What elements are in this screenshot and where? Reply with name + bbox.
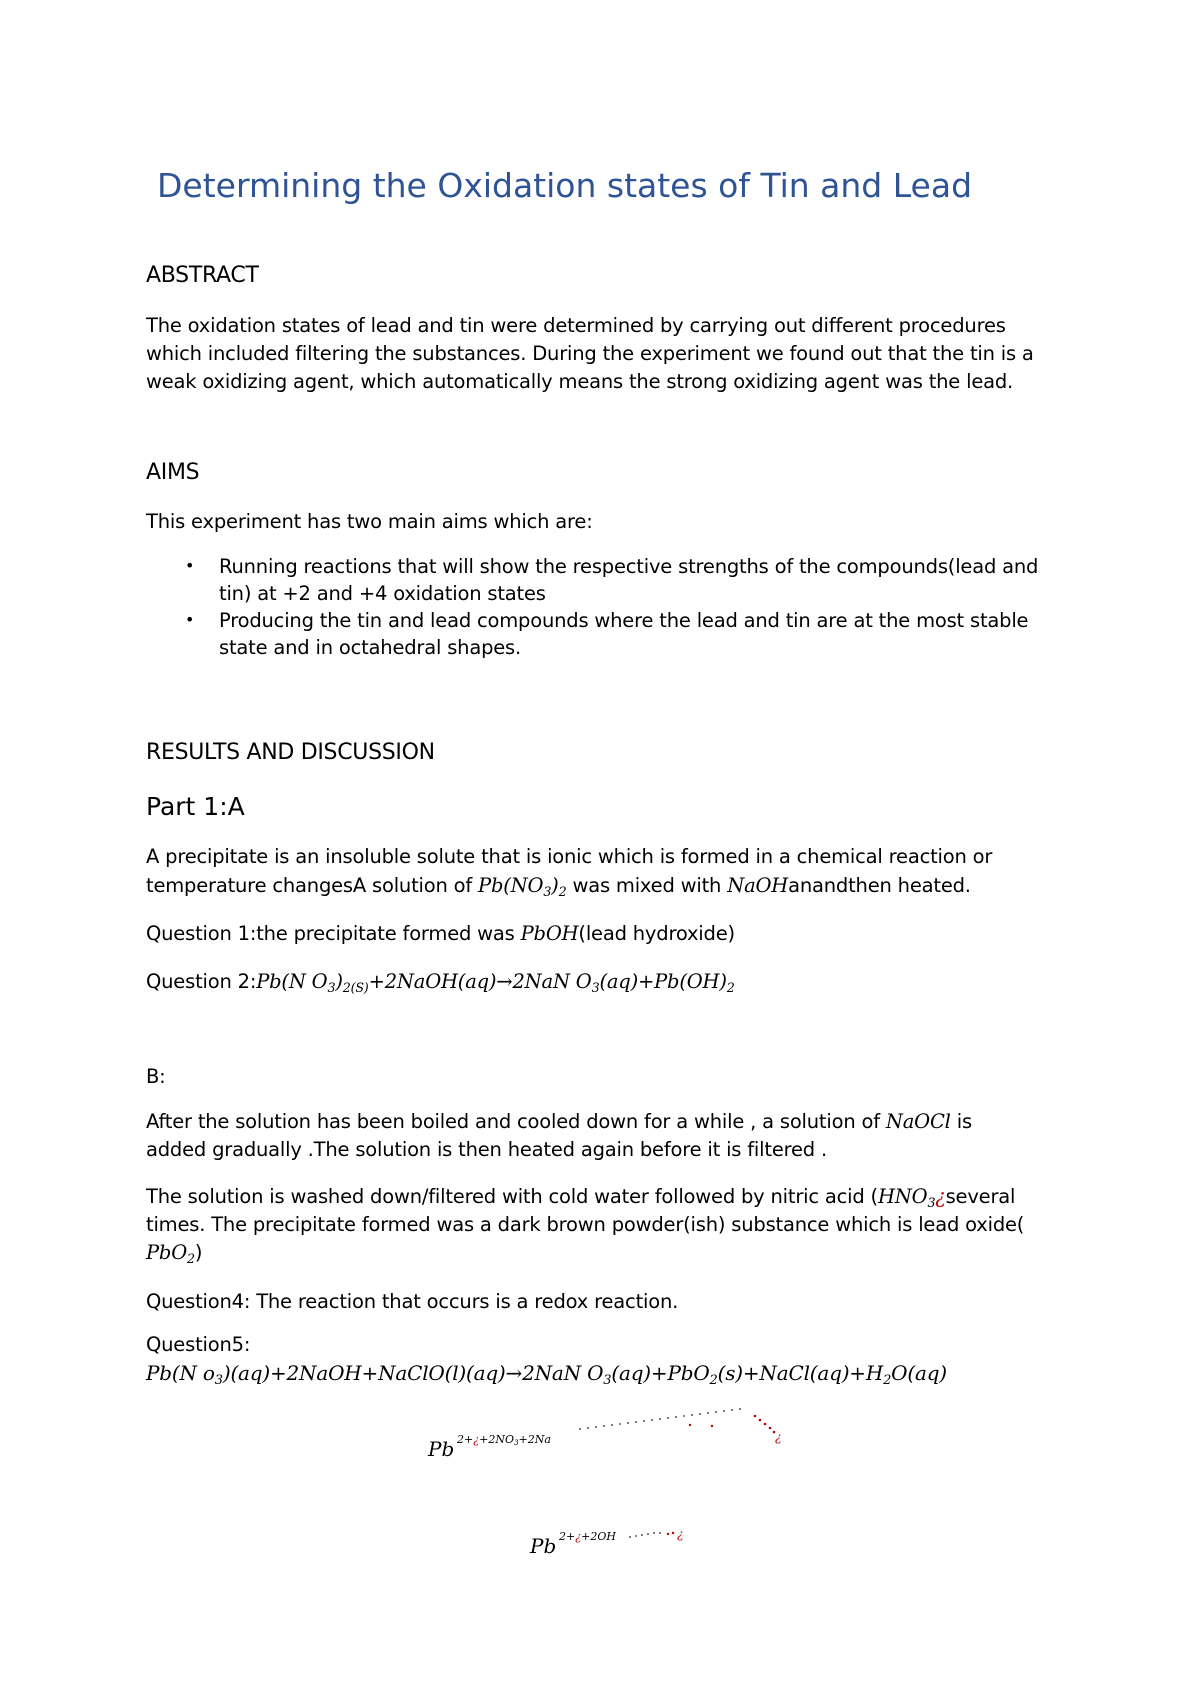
abstract-line-2: which included filtering the substances. During the experiment we found out that the tin is a [146,342,1034,365]
question-4: Question4: The reaction that occurs is a redox reaction. [146,1290,679,1313]
part-b-heading: B: [146,1065,166,1088]
bullet-marker: • [185,610,195,629]
part-b-p1-line-1: After the solution has been boiled and cooled down for a while , a solution of NaOCl is [146,1110,972,1133]
part-a-line-1: A precipitate is an insoluble solute that is ionic which is formed in a chemical reaction or [146,845,993,868]
aims-heading: AIMS [146,460,200,485]
part-b-p2-line-3: PbO$_2$) [146,1241,203,1266]
aim-1-line-1: Running reactions that will show the respective strengths of the compounds(lead and [219,555,1039,578]
formula-pboh: PbOH [520,922,579,945]
aim-2-line-1: Producing the tin and lead compounds where the lead and tin are at the most stable [219,609,1029,632]
equation-q2: Pb(N $O_3)_{2(S)}+2NaOH(aq)\to 2NaN$ $O_3(aq)+Pb(OH)_2$ [256,970,735,995]
ionic-equation-1-tail: ¿ [775,1430,782,1444]
aim-1-line-2: tin) at +2 and +4 oxidation states [219,582,546,605]
ionic-equation-2-superscript: 2+¿+2OH [559,1530,616,1543]
part-b-p1-line-2: added gradually .The solution is then heated again before it is filtered . [146,1138,827,1161]
part-b-p2-line-1: The solution is washed down/filtered with cold water followed by nitric acid ($HNO_3¿several$ [146,1185,1016,1210]
formula-naocl: NaOCl [885,1110,951,1133]
part-b-p2-line-2: times. The precipitate formed was a dark brown powder(ish) substance which is lead oxide( [146,1213,1025,1236]
aim-2-line-2: state and in octahedral shapes. [219,636,522,659]
part-a-heading: Part 1:A [146,792,245,821]
abstract-heading: ABSTRACT [146,263,259,288]
results-heading: RESULTS AND DISCUSSION [146,740,435,765]
formula-lead-nitrate: $Pb(NO_3)_2$ [478,874,567,899]
aims-intro: This experiment has two main aims which are: [146,510,593,533]
question-1: Question 1:the precipitate formed was PbOH(lead hydroxide) [146,922,735,945]
question-5-label: Question5: [146,1333,251,1356]
ionic-equation-1-superscript: $2+¿+2NO_3+2Na$ [457,1433,551,1448]
abstract-line-3: weak oxidizing agent, which automatically means the strong oxidizing agent was the lead. [146,370,1014,393]
formula-naoh: NaOH [727,874,789,897]
error-glyph: ¿ [935,1185,946,1208]
document-title: Determining the Oxidation states of Tin and Lead [157,166,973,205]
question-2: Question 2:Pb(N $O_3)_{2(S)}+2NaOH(aq)\to 2NaN$ $O_3(aq)+Pb(OH)_2$ [146,970,735,995]
equation-q5: Pb(N $o_3)(aq)+2NaOH+NaClO(l)(aq)\to 2NaN$ $O_3(aq)+PbO_2(s)+NaCl(aq)+H_2O(aq)$ [146,1361,947,1388]
ionic-equation-1-base: Pb [428,1437,455,1461]
part-a-line-2: temperature changesA solution of $Pb(NO_3)_2$ was mixed with NaOHanandthen heated. [146,874,971,899]
formula-hno3: $HNO_3$ [877,1185,936,1210]
formula-pbo2: PbO$_2$ [146,1241,195,1266]
abstract-line-1: The oxidation states of lead and tin were determined by carrying out different procedures [146,314,1006,337]
ionic-equation-2-tail: ¿ [677,1527,684,1541]
bullet-marker: • [185,556,195,575]
ionic-equation-2-base: Pb [530,1534,557,1558]
